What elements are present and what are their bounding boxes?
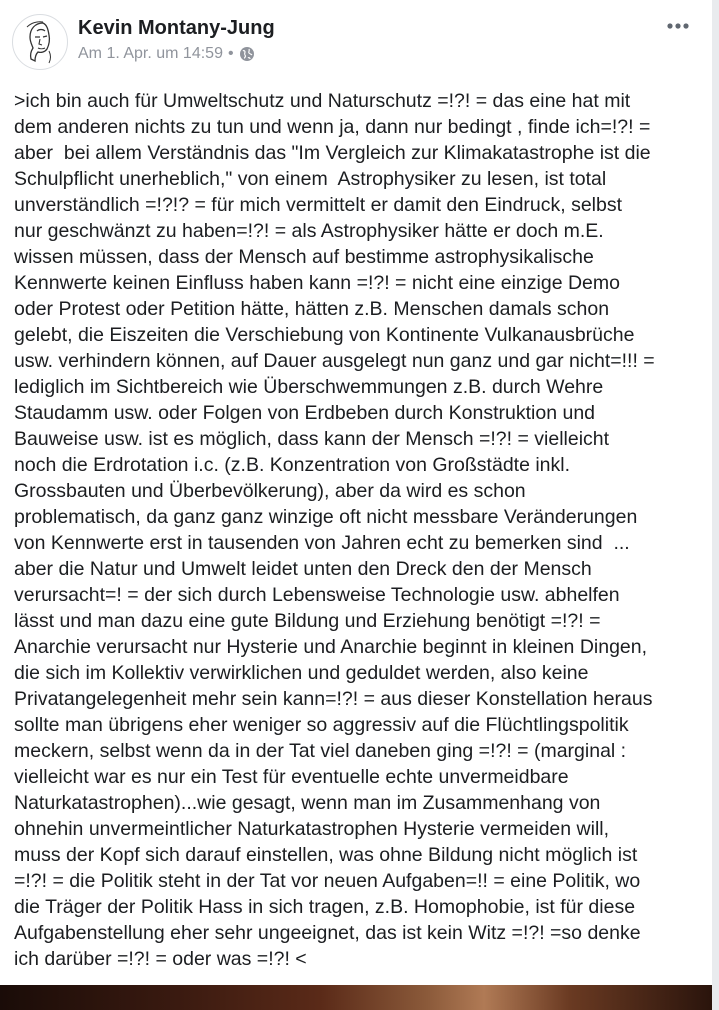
post-text-line: nur geschwänzt zu haben=!?! = als Astrophysiker hätte er doch m.E. (14, 220, 604, 242)
post-text-line: muss der Kopf sich darauf einstellen, was ohne Bildung nicht möglich ist (14, 844, 638, 866)
post-text-line: die Träger der Politik Hass in sich tragen, z.B. Homophobie, ist für diese (14, 896, 636, 918)
post-text-line: oder Protest oder Petition hätte, hätten z.B. Menschen damals schon (14, 298, 610, 320)
post-text-line: meckern, selbst wenn da in der Tat viel daneben ging =!?! = (marginal : (14, 740, 627, 762)
post-header (0, 0, 712, 80)
post-text-line: von Kennwerte erst in tausenden von Jahren echt zu bemerken sind ... (14, 532, 630, 554)
post-text-line: problematisch, da ganz ganz winzige oft nicht messbare Veränderungen (14, 506, 638, 528)
post-text-line: sollte man übrigens eher weniger so aggressiv auf die Flüchtlingspolitik (14, 714, 629, 736)
post-text-line: Grossbauten und Überbevölkerung), aber da wird es schon (14, 480, 526, 502)
post-text-line: lässt und man dazu eine gute Bildung und Erziehung benötigt =!?! = (14, 610, 601, 632)
post-text-line: Schulpflicht unerheblich," von einem Astrophysiker zu lesen, ist total (14, 168, 607, 190)
post-text-line: lediglich im Sichtbereich wie Überschwemmungen z.B. durch Wehre (14, 376, 604, 398)
post-timestamp[interactable]: Am 1. Apr. um 14:59 (78, 45, 223, 62)
post-text-line: gelebt, die Eiszeiten die Verschiebung von Kontinente Vulkanausbrüche (14, 324, 635, 346)
meta-separator: • (227, 45, 234, 62)
post-text-line: Privatangelegenheit mehr sein kann=!?! = aus dieser Konstellation heraus (14, 688, 653, 710)
post-text-line: Staudamm usw. oder Folgen von Erdbeben durch Konstruktion und (14, 402, 596, 424)
post-body-text (14, 88, 704, 972)
post-text-line: vielleicht war es nur ein Test für eventuelle echte unvermeidbare (14, 766, 569, 788)
post-text-line: Kennwerte keinen Einfluss haben kann =!?! = nicht eine einzige Demo (14, 272, 620, 294)
post-text-line: aber die Natur und Umwelt leidet unten den Dreck den der Mensch (14, 558, 592, 580)
post-text-line: Bauweise usw. ist es möglich, dass kann der Mensch =!?! = vielleicht (14, 428, 610, 450)
post-text-line: unverständlich =!?!? = für mich vermittelt er damit den Eindruck, selbst (14, 194, 623, 216)
author-avatar[interactable] (12, 14, 68, 70)
author-name[interactable]: Kevin Montany-Jung (78, 17, 275, 39)
post-text-line: usw. verhindern können, auf Dauer ausgelegt nun ganz und gar nicht=!!! = (14, 350, 655, 372)
post-text-line: Naturkatastrophen)...wie gesagt, wenn man im Zusammenhang von (14, 792, 601, 814)
scrollbar-track[interactable] (712, 0, 719, 1010)
post-text-line: >ich bin auch für Umweltschutz und Naturschutz =!?! = das eine hat mit (14, 90, 631, 112)
globe-icon[interactable] (239, 46, 255, 62)
post-text-line: die sich im Kollektiv verwirklichen und geduldet werden, also keine (14, 662, 589, 684)
more-options-icon (666, 22, 690, 30)
post-text-line: verursacht=! = der sich durch Lebensweise Technologie usw. abhelfen (14, 584, 620, 606)
post-meta (78, 44, 255, 64)
more-options-button[interactable] (660, 14, 696, 38)
post-text-line: dem anderen nichts zu tun und wenn ja, dann nur bedingt , finde ich=!?! = (14, 116, 651, 138)
post-text-line: =!?! = die Politik steht in der Tat vor neuen Aufgaben=!! = eine Politik, wo (14, 870, 641, 892)
post-text-line: noch die Erdrotation i.c. (z.B. Konzentration von Großstädte inkl. (14, 454, 571, 476)
post-text-line: ohnehin unvermeintlicher Naturkatastrophen Hysterie vermeiden will, (14, 818, 610, 840)
post-text-line: Anarchie verursacht nur Hysterie und Anarchie beginnt in kleinen Dingen, (14, 636, 648, 658)
post-photo-preview[interactable] (0, 985, 712, 1010)
post-text-line: wissen müssen, dass der Mensch auf bestimme astrophysikalische (14, 246, 594, 268)
avatar-sketch-icon (13, 15, 67, 69)
post-text-line: aber bei allem Verständnis das "Im Vergleich zur Klimakatastrophe ist die (14, 142, 651, 164)
post-text-line: Aufgabenstellung eher sehr ungeeignet, das ist kein Witz =!?! =so denke (14, 922, 641, 944)
post-text-line: ich darüber =!?! = oder was =!?! < (14, 948, 307, 970)
